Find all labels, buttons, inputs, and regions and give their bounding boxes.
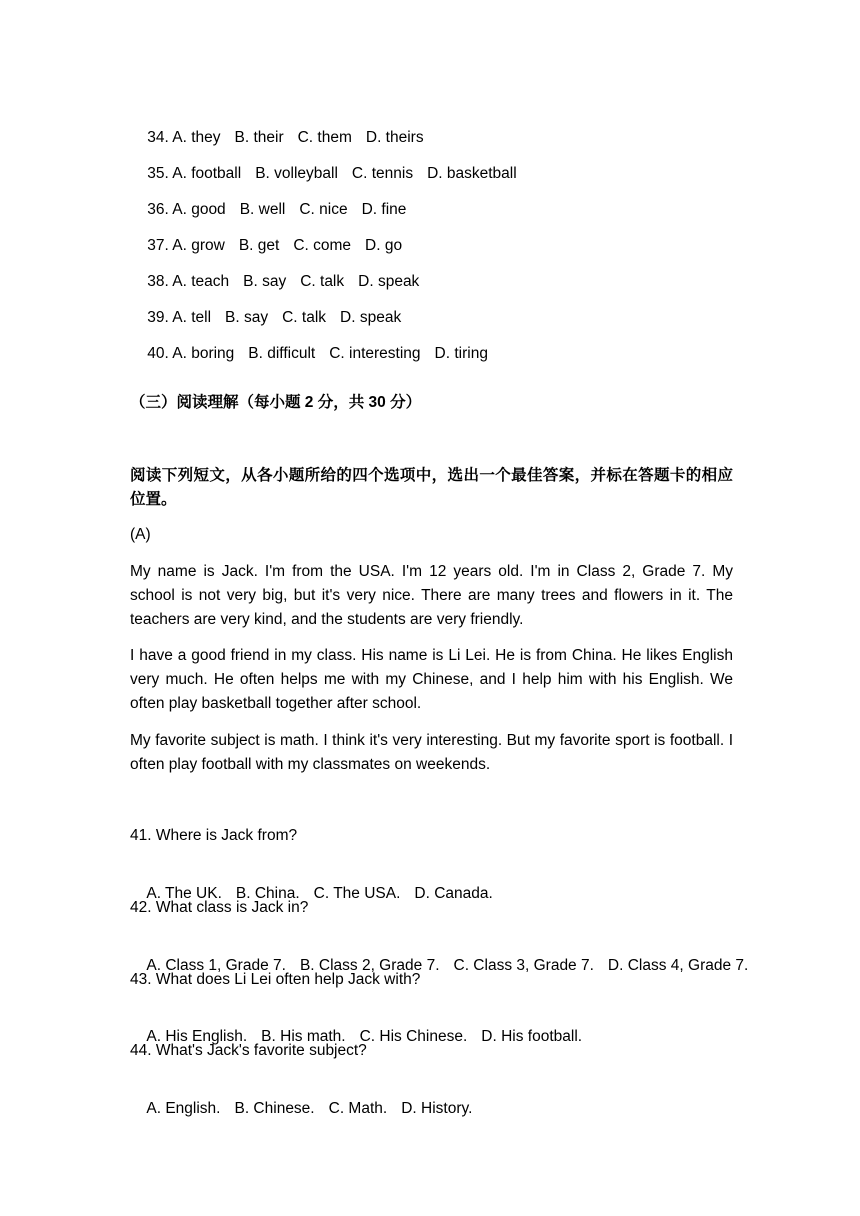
question-number: 37. xyxy=(147,237,169,254)
question-number: 38. xyxy=(147,273,169,290)
option-b: B. well xyxy=(239,201,286,218)
option-c: C. Class 3, Grade 7. xyxy=(453,957,594,974)
option-a: A. Class 1, Grade 7. xyxy=(146,957,286,974)
option-d: D. go xyxy=(365,237,403,254)
option-d: D. fine xyxy=(361,201,407,218)
question-options xyxy=(130,1076,472,1142)
option-b: B. Chinese. xyxy=(234,1100,315,1117)
section-heading: （三）阅读理解（每小题 2 分，共 30 分） xyxy=(130,394,422,411)
passage-paragraph: My favorite subject is math. I think it's very interesting. But my favorite sport is football. I often play football with my classmates on weekends. xyxy=(130,732,733,773)
option-a: A. tell xyxy=(172,309,212,326)
option-b: B. say xyxy=(225,309,269,326)
option-a: A. good xyxy=(172,201,226,218)
option-d: D. speak xyxy=(340,309,402,326)
option-a: A. The UK. xyxy=(146,885,222,902)
question-number: 39. xyxy=(147,309,169,326)
passage-paragraph: My name is Jack. I'm from the USA. I'm 12 years old. I'm in Class 2, Grade 7. My school is not very big, but it's very nice. There are many trees and flowers in it. The teachers are very kind, and the students are very friendly. xyxy=(130,563,733,628)
option-a: A. grow xyxy=(172,237,225,254)
passage-label: (A) xyxy=(130,526,151,543)
option-c: C. tennis xyxy=(351,165,414,182)
option-b: B. get xyxy=(238,237,280,254)
option-b: B. volleyball xyxy=(255,165,338,182)
option-c: C. talk xyxy=(282,309,327,326)
option-a: A. boring xyxy=(172,345,235,362)
option-c: C. The USA. xyxy=(313,885,401,902)
question-text: 44. What's Jack's favorite subject? xyxy=(130,1042,367,1059)
option-b: B. Class 2, Grade 7. xyxy=(299,957,440,974)
option-b: B. say xyxy=(243,273,287,290)
option-c: C. them xyxy=(297,129,352,146)
option-b: B. difficult xyxy=(248,345,316,362)
option-a: A. teach xyxy=(172,273,230,290)
option-a: A. English. xyxy=(146,1100,221,1117)
option-a: A. football xyxy=(172,165,242,182)
question-number: 35. xyxy=(147,165,169,182)
question-number: 36. xyxy=(147,201,169,218)
question-text: 42. What class is Jack in? xyxy=(130,899,309,916)
option-b: B. China. xyxy=(235,885,300,902)
option-b: B. their xyxy=(234,129,284,146)
section-instruction: 阅读下列短文，从各小题所给的四个选项中，选出一个最佳答案，并标在答题卡的相应位置。 xyxy=(130,467,733,508)
option-a: A. they xyxy=(172,129,221,146)
question-text: 43. What does Li Lei often help Jack with? xyxy=(130,971,421,988)
option-c: C. Math. xyxy=(328,1100,388,1117)
option-b: B. His math. xyxy=(261,1028,346,1045)
option-d: D. theirs xyxy=(365,129,424,146)
option-c: C. His Chinese. xyxy=(359,1028,468,1045)
option-a: A. His English. xyxy=(146,1028,248,1045)
passage-paragraph: I have a good friend in my class. His name is Li Lei. He is from China. He likes English very much. He often helps me with my Chinese, and I help him with his English. We often play basketball together after school. xyxy=(130,647,733,712)
option-d: D. basketball xyxy=(427,165,517,182)
option-d: D. His football. xyxy=(481,1028,583,1045)
option-c: C. talk xyxy=(300,273,345,290)
option-d: D. History. xyxy=(401,1100,473,1117)
option-d: D. Class 4, Grade 7. xyxy=(607,957,749,974)
question-number: 34. xyxy=(147,129,169,146)
question-text: 41. Where is Jack from? xyxy=(130,827,298,844)
option-c: C. come xyxy=(293,237,352,254)
cloze-option-row xyxy=(130,321,488,387)
option-c: C. nice xyxy=(299,201,348,218)
option-d: D. speak xyxy=(358,273,420,290)
question-number: 40. xyxy=(147,345,169,362)
option-c: C. interesting xyxy=(329,345,421,362)
option-d: D. Canada. xyxy=(414,885,493,902)
option-d: D. tiring xyxy=(434,345,488,362)
